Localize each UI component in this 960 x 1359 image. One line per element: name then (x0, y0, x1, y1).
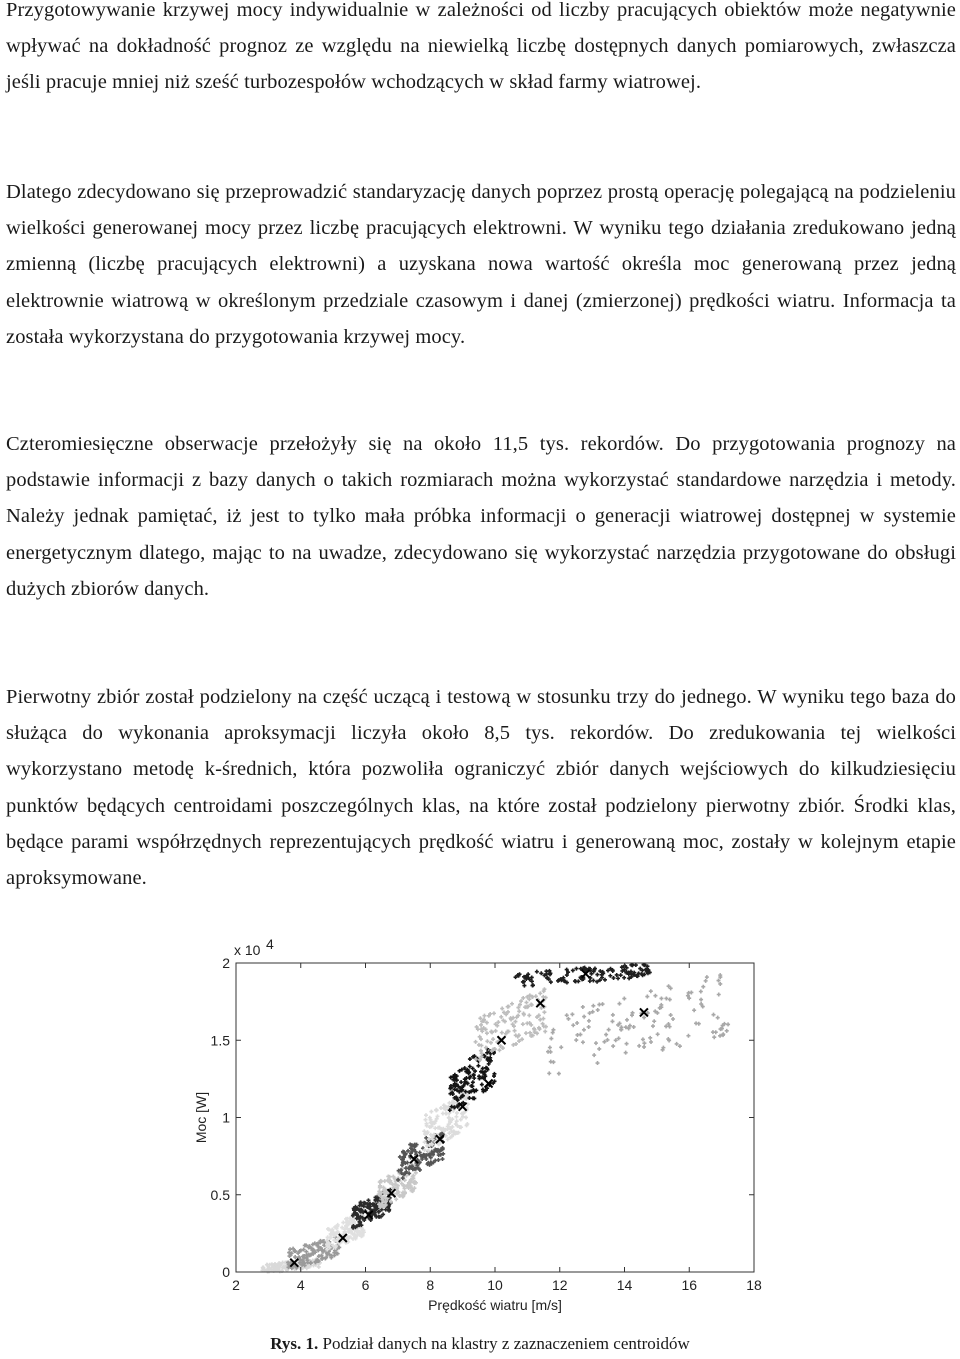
data-point (625, 1018, 629, 1022)
centroid-marker (536, 999, 544, 1007)
data-point (304, 1250, 308, 1254)
data-point (592, 1053, 596, 1057)
data-point (570, 1012, 574, 1016)
y-multiplier-exponent: 4 (266, 936, 274, 952)
plot-frame (236, 963, 754, 1272)
data-point (619, 973, 623, 977)
data-point (642, 1041, 646, 1045)
data-point (587, 1025, 591, 1029)
data-point (517, 1009, 521, 1013)
data-point (705, 975, 709, 979)
data-point (455, 1111, 459, 1115)
data-point (500, 1031, 504, 1035)
data-point (669, 1013, 673, 1017)
x-tick-label: 6 (361, 1277, 370, 1293)
data-point (625, 1042, 629, 1046)
data-point (549, 1037, 553, 1041)
data-point (535, 970, 539, 974)
data-point (500, 1007, 504, 1011)
data-point (651, 1024, 655, 1028)
data-point (447, 1101, 451, 1105)
data-point (459, 1080, 463, 1084)
data-point (551, 1060, 555, 1064)
x-tick-label: 2 (232, 1277, 240, 1293)
x-tick-label: 8 (426, 1277, 435, 1293)
data-point (604, 1033, 608, 1037)
data-point (622, 976, 626, 980)
data-point (473, 1069, 477, 1073)
paragraph-3: Czteromiesięczne obserwacje przełożyły się na około 11,5 tys. rekordów. Do przygotowania prognozy na podstawie informacji z bazy danych o takich rozmiarach można wykorzystać standardowe narzędzia i metody. Należy jednak pamiętać, iż jest to tylko mała próbka informacji o generacji wiatrowej dostępnej w systemie energetycznym dlatego, mając to na uwadze, zdecydowano się wykorzystać narzędzia przygotowane do obsługi dużych zbiorów danych. (6, 433, 956, 600)
data-point (454, 1115, 458, 1119)
data-point (596, 1008, 600, 1012)
data-point (549, 1050, 553, 1054)
y-tick-label: 1 (222, 1109, 230, 1126)
data-point (522, 984, 526, 988)
data-point (521, 1022, 525, 1026)
cluster-c10 (514, 963, 652, 988)
data-point (436, 1158, 440, 1162)
data-point (726, 1022, 730, 1026)
figure-caption (0, 1334, 960, 1354)
data-point (632, 1025, 636, 1029)
data-point (491, 1037, 495, 1041)
data-point (575, 1033, 579, 1037)
data-point (664, 996, 668, 1000)
data-point (424, 1118, 428, 1122)
data-point (494, 1029, 498, 1033)
data-point (611, 1044, 615, 1048)
data-point (492, 1011, 496, 1015)
data-point (597, 1047, 601, 1051)
paragraph-1: Przygotowywanie krzywej mocy indywidualnie w zależności od liczby pracujących obiektów może negatywnie wpływać na dokładność prognoz ze względu na niewielką liczbę dostępnych danych pomiarowych, zwłaszcza jeśli pracuje mniej niż sześć turbozespołów wchodzących w skład farmy wiatrowej. (6, 0, 956, 94)
data-point (718, 982, 722, 986)
data-point (582, 1028, 586, 1032)
paragraph-4: Pierwotny zbiór został podzielony na część uczącą i testową w stosunku trzy do jednego. W wyniku tego baza do służąca do wykonania aproksymacji liczyła około 8,5 tys. rekordów. Do zredukowania tej wielkości wykorzystano metodę k-średnich, która pozwoliła ograniczyć zbiór danych wejściowych do kilkudziesięciu punktów będących centroidami poszczególnych klas, na które został podzielony pierwotny zbiór. Środki klas, będące parami współrzędnych reprezentujących prędkość wiatru i generowaną moc, zostały w kolejnym etapie aproksymowane. (6, 686, 956, 890)
y-tick-label: 0.5 (210, 1186, 230, 1203)
data-point (480, 1083, 484, 1087)
paragraph-2: Dlatego zdecydowano się przeprowadzić standaryzację danych poprzez prostą operację polegającą na podzieleniu wielkości generowanej mocy przez liczbę pracujących elektrowni. W wyniku tego działania zredukowano jedną zmienną (liczbę pracujących elektrowni) a uzyskana nowa wartość określa moc generowaną przez jedną elektrownie wiatrową w określonym przedziale czasowym i danej (zmierzonej) prędkości wiatru. Informacja ta została wykorzystana do przygotowania krzywej mocy. (6, 181, 956, 348)
data-point (530, 1003, 534, 1007)
x-tick-label: 12 (551, 1277, 568, 1293)
data-point (587, 1019, 591, 1023)
data-point (624, 1051, 628, 1055)
data-point (591, 1004, 595, 1008)
y-tick-label: 0 (222, 1264, 230, 1280)
scatter-chart (180, 935, 780, 1320)
data-point (616, 976, 620, 980)
data-point (513, 1029, 517, 1033)
data-point (575, 1021, 579, 1025)
data-point (439, 1106, 443, 1110)
data-point (659, 996, 663, 1000)
data-point (543, 1029, 547, 1033)
data-point (538, 991, 542, 995)
data-point (472, 1076, 476, 1080)
data-point (591, 978, 595, 982)
data-point (648, 1036, 652, 1040)
data-point (675, 1042, 679, 1046)
data-point (513, 1020, 517, 1024)
data-point (531, 984, 535, 988)
data-point (471, 1080, 475, 1084)
data-point (622, 997, 626, 1001)
data-point (527, 1013, 531, 1017)
data-point (642, 1015, 646, 1019)
data-point (581, 1040, 585, 1044)
data-point (701, 985, 705, 989)
x-tick-label: 18 (746, 1277, 762, 1293)
data-point (571, 1023, 575, 1027)
cluster-c9 (474, 987, 548, 1062)
data-point (557, 1072, 561, 1076)
data-point (649, 989, 653, 993)
data-point (697, 1022, 701, 1026)
data-point (510, 1002, 514, 1006)
cluster-c7 (422, 1091, 470, 1153)
data-point (497, 1048, 501, 1052)
data-point (712, 1013, 716, 1017)
data-point (610, 1019, 614, 1023)
data-point (607, 1028, 611, 1032)
data-point (637, 1044, 641, 1048)
data-point (653, 994, 657, 998)
data-point (542, 1010, 546, 1014)
data-point (474, 1040, 478, 1044)
data-point (717, 979, 721, 983)
data-point (595, 973, 599, 977)
data-point (394, 1197, 398, 1201)
data-point (597, 1003, 601, 1007)
data-point (574, 967, 578, 971)
data-point (704, 979, 708, 983)
data-point (656, 1032, 660, 1036)
data-point (608, 974, 612, 978)
data-point (440, 1157, 444, 1161)
x-tick-label: 16 (681, 1277, 698, 1293)
data-point (482, 1014, 486, 1018)
x-tick-label: 4 (296, 1277, 305, 1293)
data-point (617, 1002, 621, 1006)
data-point (689, 990, 693, 994)
data-point (642, 1045, 646, 1049)
data-point (499, 1015, 503, 1019)
data-point (641, 1037, 645, 1041)
data-point (714, 1030, 718, 1034)
data-point (423, 1140, 427, 1144)
data-point (492, 1074, 496, 1078)
data-point (548, 1045, 552, 1049)
data-point (634, 963, 638, 967)
data-point (686, 1034, 690, 1038)
figure-scatter-chart (180, 935, 780, 1320)
x-tick-label: 10 (487, 1277, 503, 1293)
y-tick-label: 1.5 (210, 1032, 230, 1049)
data-point (476, 1064, 480, 1068)
data-point (566, 1017, 570, 1021)
data-point (699, 998, 703, 1002)
data-point (678, 1044, 682, 1048)
data-point (595, 1061, 599, 1065)
data-point (582, 1015, 586, 1019)
data-point (725, 1029, 729, 1033)
data-point (485, 1031, 489, 1035)
data-point (612, 976, 616, 980)
data-point (611, 1013, 615, 1017)
data-point (712, 1035, 716, 1039)
caption-label: Rys. 1. (270, 1334, 319, 1353)
data-point (692, 1008, 696, 1012)
data-point (424, 1113, 428, 1117)
data-point (433, 1126, 437, 1130)
x-axis-label: Prędkość wiatru [m/s] (428, 1297, 562, 1313)
data-point (479, 1023, 483, 1027)
y-tick-label: 2 (222, 955, 230, 971)
data-point (631, 1011, 635, 1015)
data-point (547, 1071, 551, 1075)
data-point (619, 1028, 623, 1032)
data-point (524, 1001, 528, 1005)
data-point (489, 1041, 493, 1045)
data-point (406, 1149, 410, 1153)
data-point (664, 1024, 668, 1028)
data-point (668, 998, 672, 1002)
data-point (649, 1040, 653, 1044)
data-point (652, 1019, 656, 1023)
data-point (574, 1038, 578, 1042)
data-point (435, 1108, 439, 1112)
data-point (615, 973, 619, 977)
data-point (565, 1013, 569, 1017)
data-point (479, 1044, 483, 1048)
data-point (699, 989, 703, 993)
y-axis-label: Moc [W] (193, 1091, 209, 1144)
cluster-c11 (546, 973, 730, 1075)
data-point (716, 1016, 720, 1020)
data-point (581, 1005, 585, 1009)
data-point (645, 995, 649, 999)
y-multiplier-label: x 10 (234, 942, 261, 958)
data-point (571, 968, 575, 972)
data-point (559, 1045, 563, 1049)
caption-text: Podział danych na klastry z zaznaczeniem centroidów (318, 1334, 690, 1353)
x-tick-label: 14 (616, 1277, 633, 1293)
data-point (524, 1031, 528, 1035)
data-point (429, 1110, 433, 1114)
data-point (485, 1039, 489, 1043)
data-point (671, 1017, 675, 1021)
data-point (717, 992, 721, 996)
data-point (594, 1041, 598, 1045)
